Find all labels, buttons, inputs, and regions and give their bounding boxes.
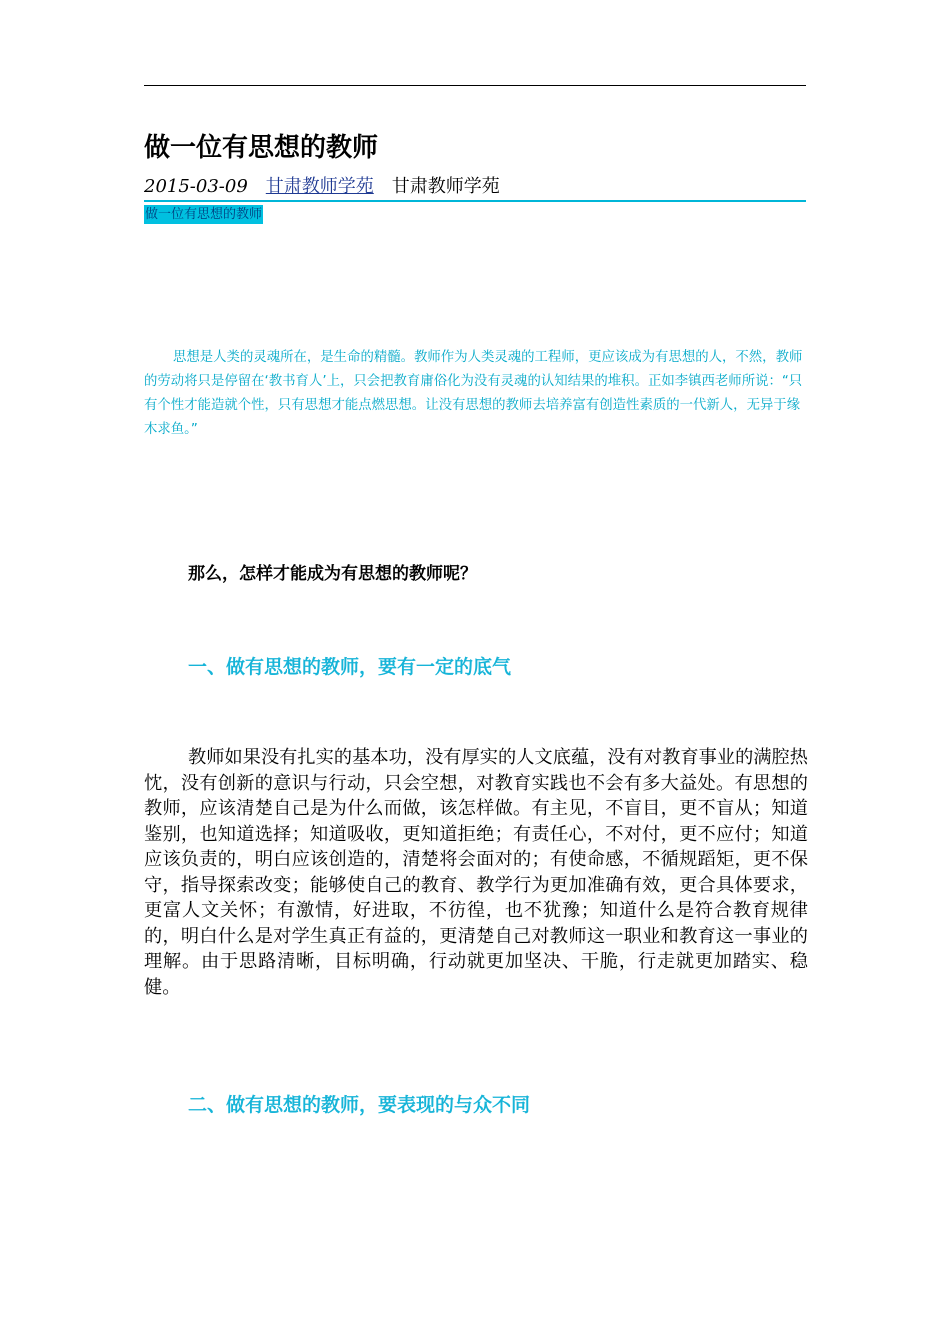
source-name: 甘肃教师学苑 [391,176,500,197]
intro-paragraph: 思想是人类的灵魂所在，是生命的精髓。教师作为人类灵魂的工程师，更应该成为有思想的人，不然，教师的劳动将只是停留在‘教书育人’上，只会把教育庸俗化为没有灵魂的认知结果的堆积。正如李镇西老师所说：“只有个性才能造就个性，只有思想才能点燃思想。让没有思想的教师去培养富有创造性素质的一代新人，无异于缘木求鱼。” [144,350,803,437]
article-meta [144,174,806,202]
section-heading-1: 一、做有思想的教师，要有一定的底气 [188,656,512,678]
section-heading-2: 二、做有思想的教师，要表现的与众不同 [188,1094,531,1116]
top-divider [144,85,806,86]
highlighted-title: 做一位有思想的教师 [145,207,263,222]
source-link[interactable]: 甘肃教师学苑 [265,176,374,197]
article-title: 做一位有思想的教师 [144,133,379,163]
publish-date: 2015-03-09 [144,176,248,197]
question-heading: 那么，怎样才能成为有思想的教师呢？ [188,564,477,584]
section-1-body: 教师如果没有扎实的基本功，没有厚实的人文底蕴，没有对教育事业的满腔热忱，没有创新的意识与行动，只会空想，对教育实践也不会有多大益处。有思想的教师，应该清楚自己是为什么而做，该怎样做。有主见，不盲目，更不盲从；知道鉴别，也知道选择；知道吸收，更知道拒绝；有责任心，不对付，更不应付；知道应该负责的，明白应该创造的，清楚将会面对的；有使命感，不循规蹈矩，更不保守，指导探索改变；能够使自己的教育、教学行为更加准确有效，更合具体要求，更富人文关怀；有激情，好进取，不彷徨，也不犹豫；知道什么是符合教育规律的，明白什么是对学生真正有益的，更清楚自己对教师这一职业和教育这一事业的理解。由于思路清晰，目标明确，行动就更加坚决、干脆，行走就更加踏实、稳健。 [144,747,808,998]
